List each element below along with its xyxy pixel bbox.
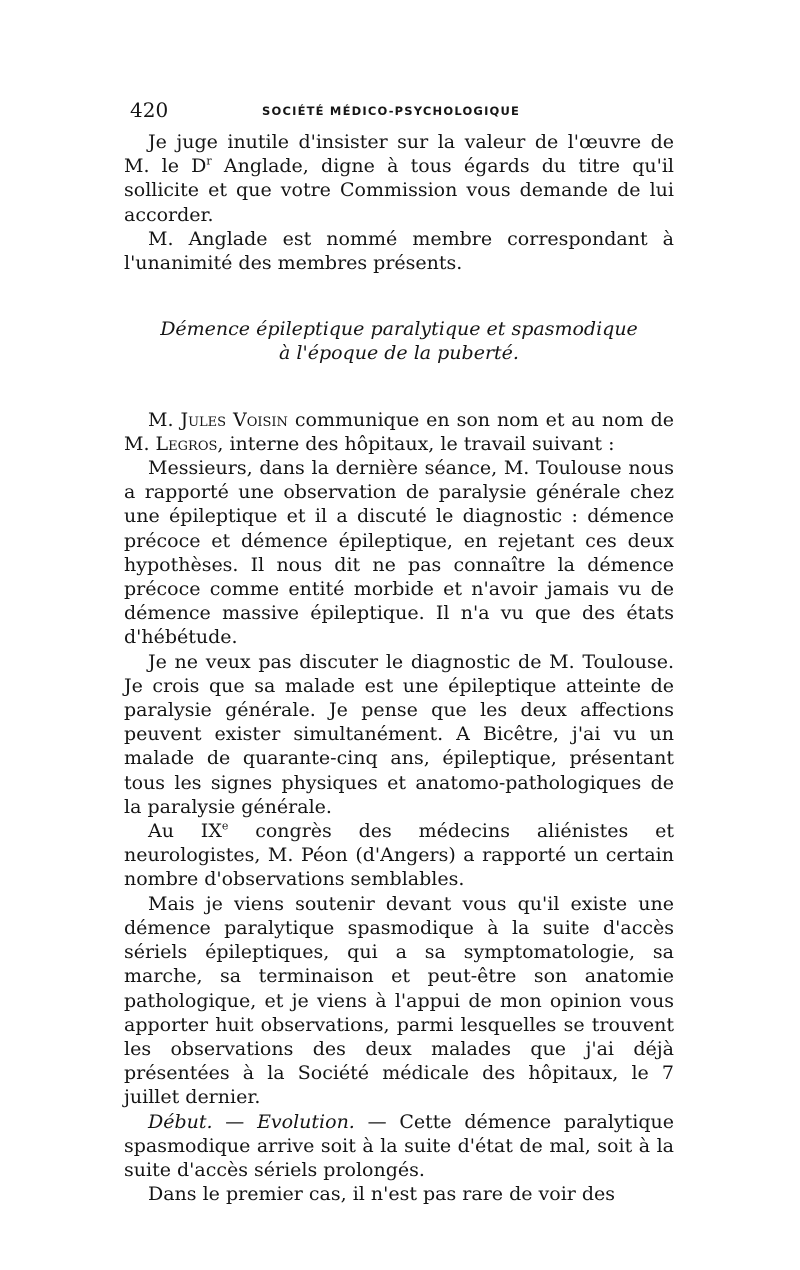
section-heading-line-2: à l'époque de la puberté. xyxy=(279,342,519,365)
author-name-legros: Legros xyxy=(155,432,218,455)
paragraph-anglade-work: Je juge inutile d'insister sur la valeur de l'œuvre de M. le $D^r$ Anglade, digne à tous égards du titre qu'il sollicite et que votre Commission vous demande de lui accorder. xyxy=(124,131,674,226)
paragraph-congres: Au IXe congrès des médecins aliénistes et neurologistes, M. Péon (d'Angers) a rapporté un certain nombre d'observations semblables. xyxy=(124,819,674,891)
author-name-voisin: Jules Voisin xyxy=(180,408,288,431)
paragraph-demence-paralytique: Mais je viens soutenir devant vous qu'il existe une démence paralytique spasmodique à la suite d'accès sériels épileptiques, qui a sa symptomatologie, sa marche, sa terminaison et peut-être son anatomie pathologique, et je viens à l'appui de mon opinion vous apporter huit observations, parmi lesquelles se trouvent les observations des deux malades que j'ai déjà présentées à la Société médicale des hôpitaux, le 7 juillet dernier. xyxy=(124,892,674,1109)
subheading-debut: Début. xyxy=(148,1110,213,1133)
paragraph-communication: M. Jules Voisin communique en son nom et au nom de M. Legros, interne des hôpitaux, le travail suivant : xyxy=(124,408,674,455)
page-number: 420 xyxy=(130,98,169,122)
section-heading xyxy=(124,317,674,365)
paragraph-anglade-elected: M. Anglade est nommé membre correspondant à l'unanimité des membres présents. xyxy=(124,227,674,275)
page-header xyxy=(124,96,674,124)
running-title: SOCIÉTÉ MÉDICO-PSYCHOLOGIQUE xyxy=(262,104,521,118)
book-page xyxy=(124,96,674,1206)
paragraph-messieurs: Messieurs, dans la dernière séance, M. Toulouse nous a rapporté une observation de paralysie générale chez une épileptique et il a discuté le diagnostic : démence précoce et démence épileptique, en rejetant ces deux hypothèses. Il nous dit ne pas connaître la démence précoce comme entité morbide et n'avoir jamais vu de démence massive épileptique. Il n'a vu que des états d'hébétude. xyxy=(124,457,674,649)
paragraph-debut-evolution: Début. — Evolution. — Cette démence paralytique spasmodique arrive soit à la suite d'état de mal, soit à la suite d'accès sériels prolongés. xyxy=(124,1110,674,1181)
section-heading-line-1: Démence épileptique paralytique et spasmodique xyxy=(160,318,638,341)
subheading-evolution: Evolution. xyxy=(257,1110,355,1133)
paragraph-premier-cas: Dans le premier cas, il n'est pas rare de voir des xyxy=(148,1183,616,1206)
paragraph-diagnostic: Je ne veux pas discuter le diagnostic de M. Toulouse. Je crois que sa malade est une épileptique atteinte de paralysie générale. Je pense que les deux affections peuvent exister simultanément. A Bicêtre, j'ai vu un malade de quarante-cinq ans, épileptique, présentant tous les signes physiques et anatomo-pathologiques de la paralysie générale. xyxy=(124,650,674,818)
